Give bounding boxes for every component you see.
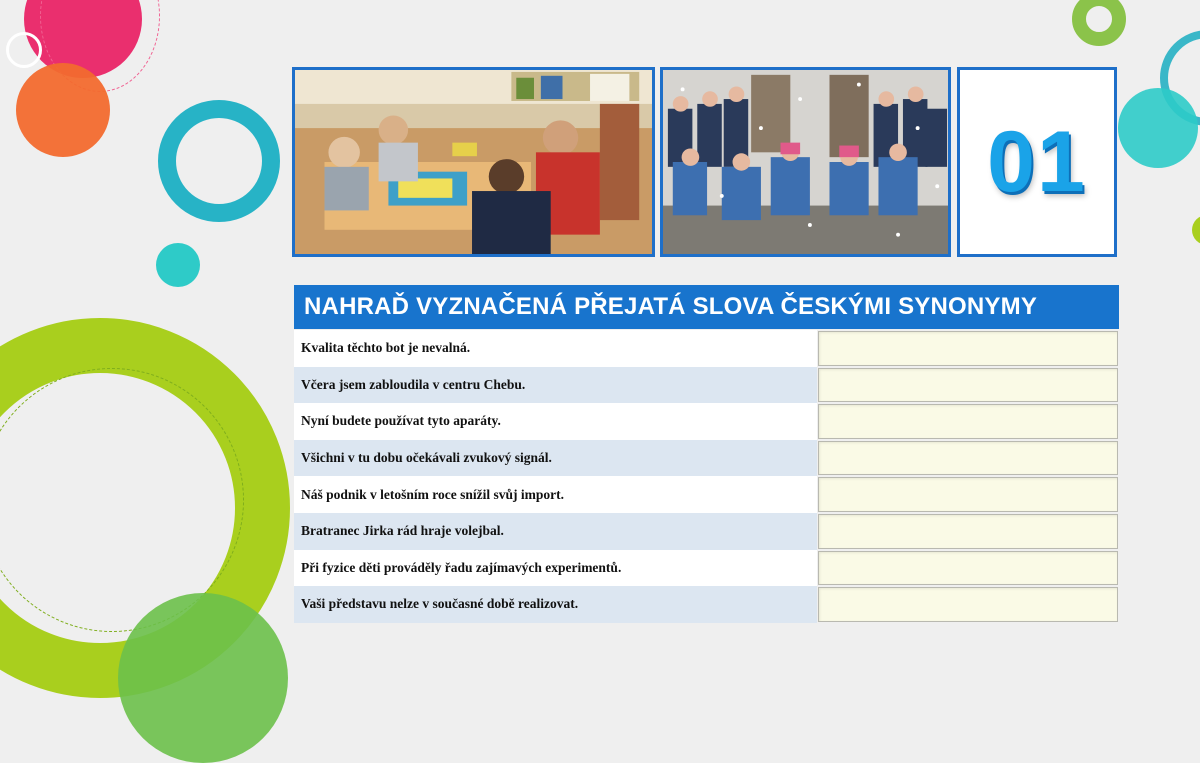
deco-circle-teal-small: [156, 243, 200, 287]
sentence-cell: Při fyzice děti prováděly řadu zajímavých experimentů.: [294, 550, 817, 587]
deco-circle-teal-right: [1118, 88, 1198, 168]
answer-field[interactable]: [818, 404, 1118, 439]
answer-field[interactable]: [818, 477, 1118, 512]
classroom-image: [295, 70, 652, 254]
exercise-table: [294, 330, 1119, 623]
slide-number-box: [957, 67, 1117, 257]
exercise-title: NAHRAĎ VYZNAČENÁ PŘEJATÁ SLOVA ČESKÝMI SYNONYMY: [304, 293, 1038, 320]
exercise-row: [294, 513, 1119, 550]
deco-ring-teal: [158, 100, 280, 222]
answer-field[interactable]: [818, 441, 1118, 476]
exercise-row: [294, 330, 1119, 367]
sentence-cell: Kvalita těchto bot je nevalná.: [294, 330, 817, 367]
sentence-cell: Všichni v tu dobu očekávali zvukový signál.: [294, 440, 817, 477]
exercise-row: [294, 476, 1119, 513]
exercise-row: [294, 403, 1119, 440]
deco-ring-white: [6, 32, 42, 68]
answer-field[interactable]: [818, 331, 1118, 366]
sentence-cell: Náš podnik v letošním roce snížil svůj import.: [294, 476, 817, 513]
photo-classroom: [292, 67, 655, 257]
deco-ring-green-topright: [1072, 0, 1126, 46]
answer-field[interactable]: [818, 514, 1118, 549]
sentence-cell: Bratranec Jirka rád hraje volejbal.: [294, 513, 817, 550]
answer-field[interactable]: [818, 587, 1118, 622]
exercise-row: [294, 550, 1119, 587]
sentence-cell: Nyní budete používat tyto aparáty.: [294, 403, 817, 440]
slide-number: 01: [987, 113, 1087, 210]
exercise-row: [294, 367, 1119, 404]
answer-field[interactable]: [818, 368, 1118, 403]
deco-circle-lime-right: [1192, 215, 1200, 245]
exercise-title-bar: [294, 285, 1119, 329]
exercise-row: [294, 440, 1119, 477]
photo-group: [660, 67, 951, 257]
deco-circle-green-bottom: [118, 593, 288, 763]
exercise-row: [294, 586, 1119, 623]
sentence-cell: Včera jsem zabloudila v centru Chebu.: [294, 367, 817, 404]
group-image: [663, 70, 948, 254]
sentence-cell: Vaši představu nelze v současné době realizovat.: [294, 586, 817, 623]
answer-field[interactable]: [818, 551, 1118, 586]
deco-circle-orange: [16, 63, 110, 157]
